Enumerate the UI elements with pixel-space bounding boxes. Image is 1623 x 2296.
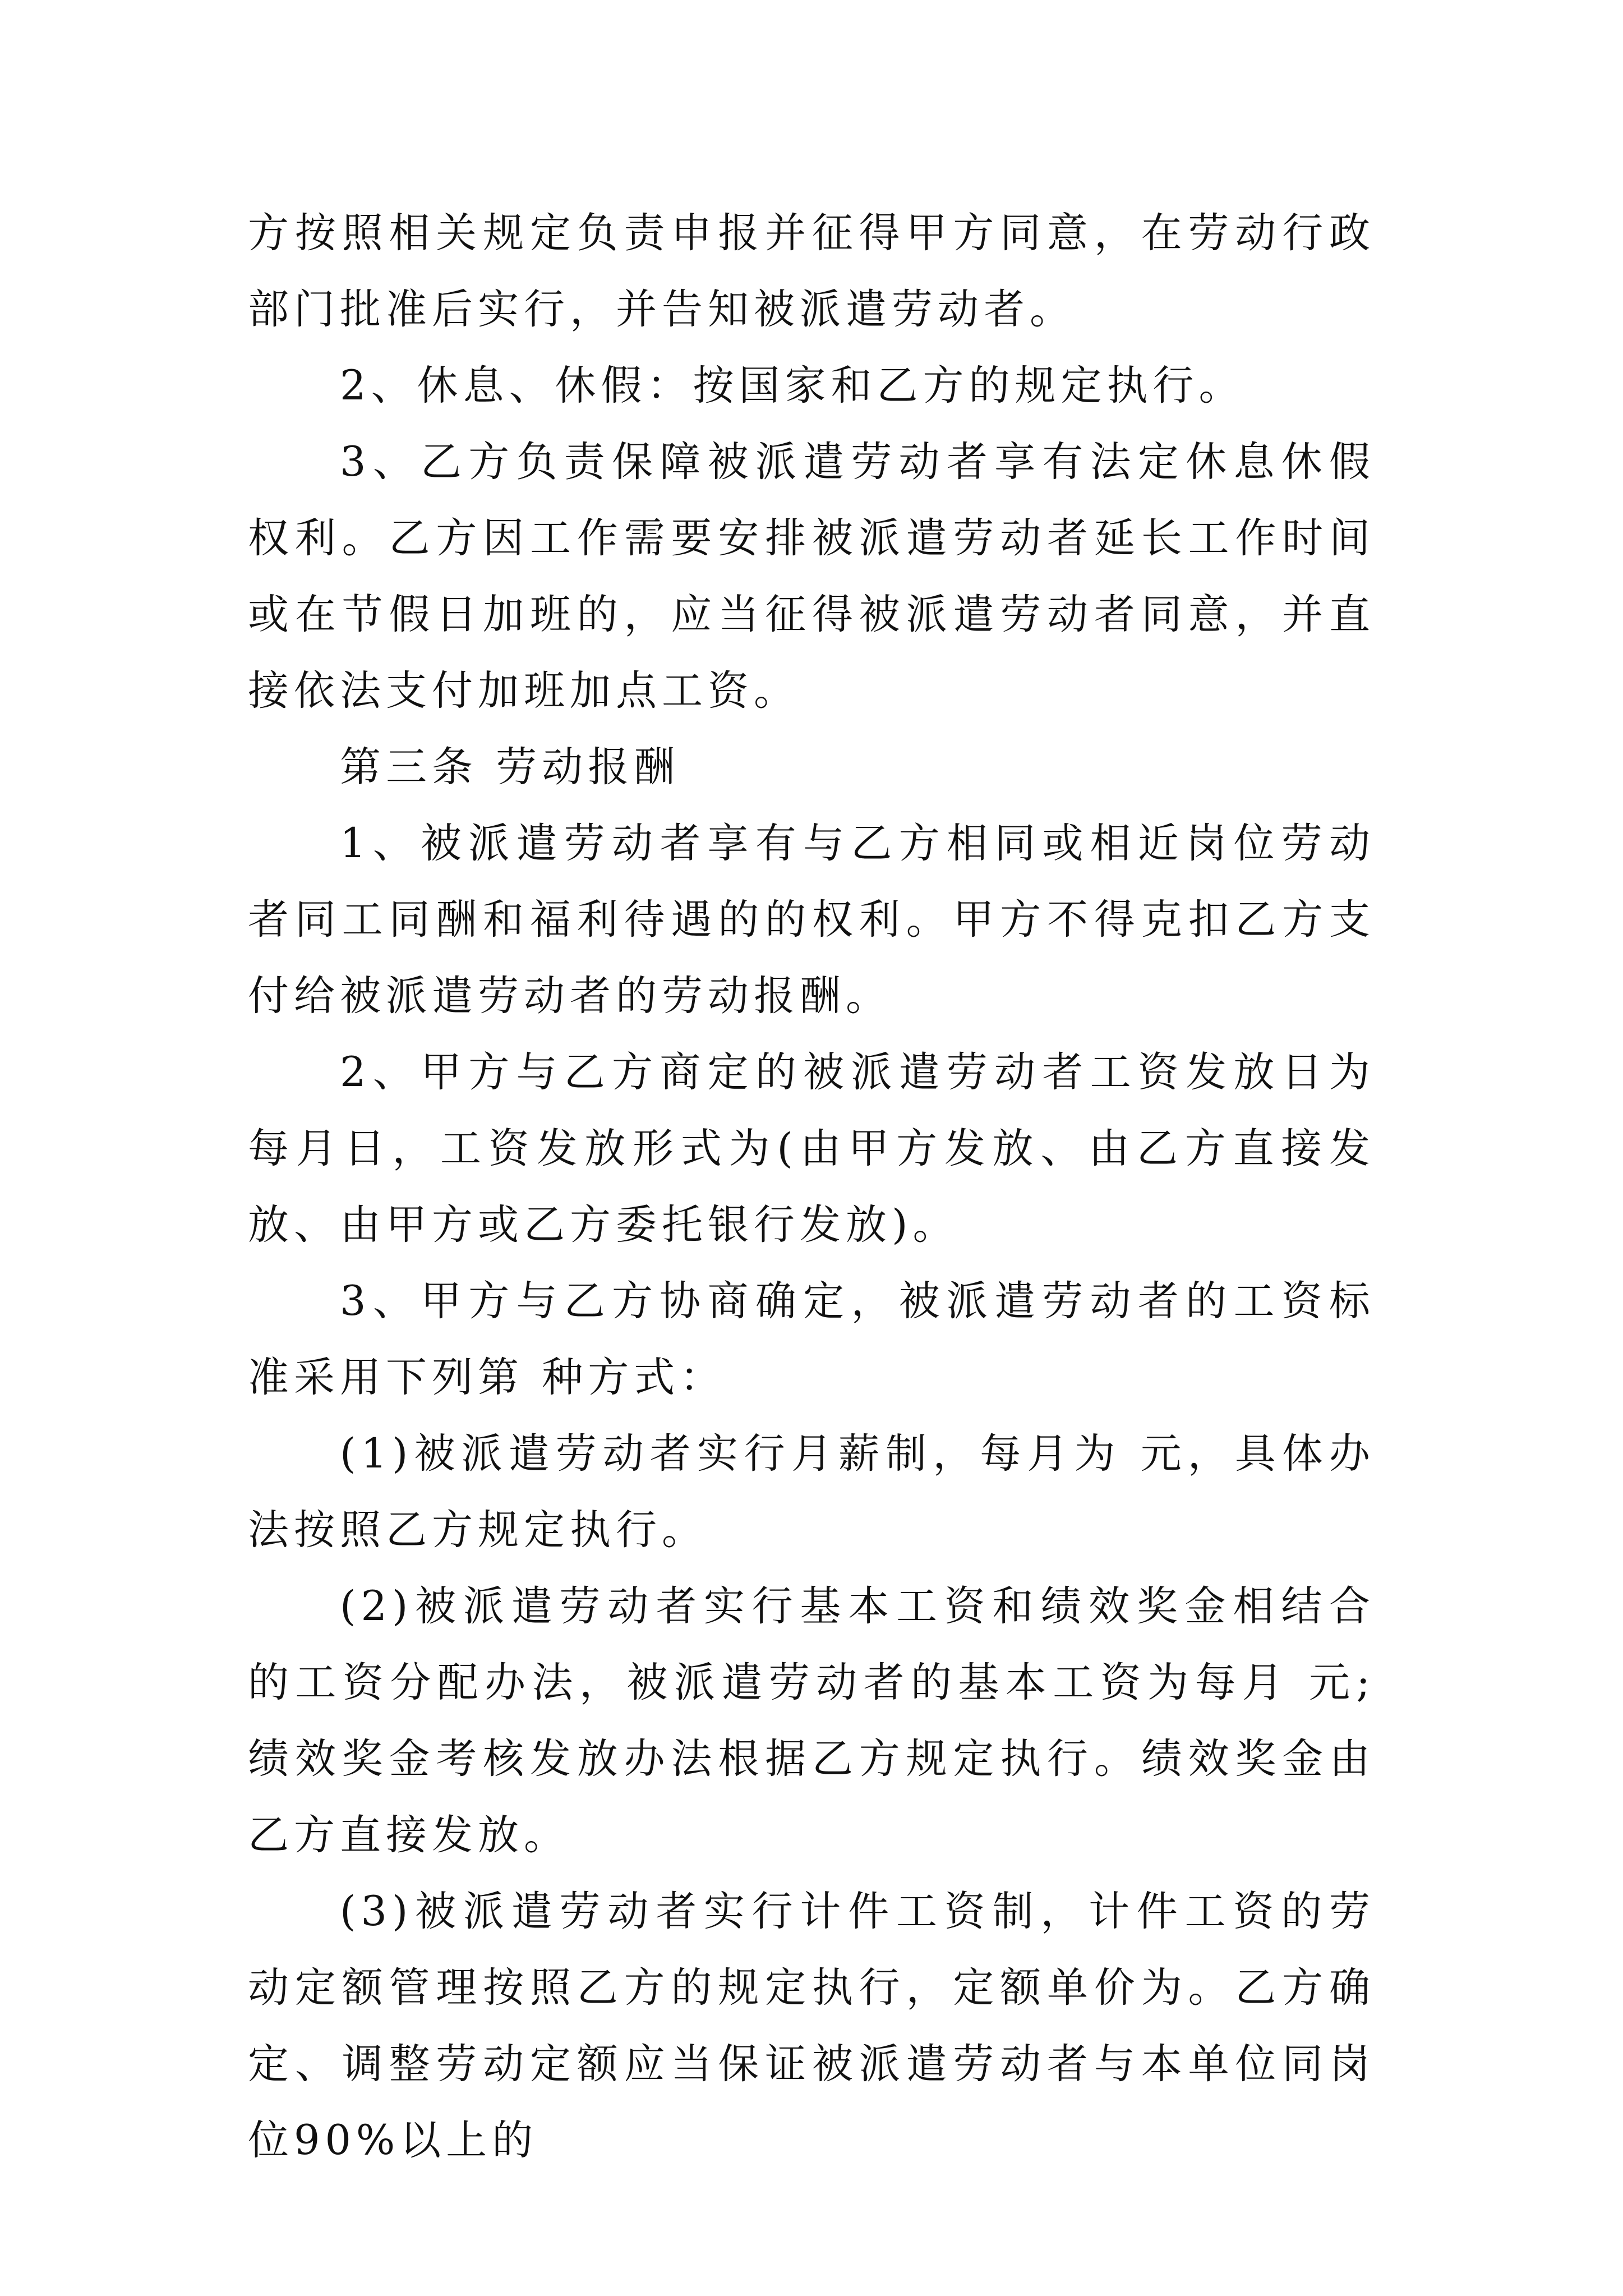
document-body (248, 195, 1375, 2179)
section-heading: 第三条 劳动报酬 (340, 743, 680, 791)
paragraph-3: 3、乙方负责保障被派遣劳动者享有法定休息休假权利。乙方因工作需要安排被派遣劳动者延长工作时间或在节假日加班的，应当征得被派遣劳动者同意，并直接依法支付加班加点工资。 (248, 438, 1375, 715)
paragraph-1: 方按照相关规定负责申报并征得甲方同意，在劳动行政部门批准后实行，并告知被派遣劳动者。 (248, 209, 1375, 333)
paragraph-8: (1)被派遣劳动者实行月薪制，每月为 元，具体办法按照乙方规定执行。 (248, 1430, 1375, 1554)
paragraph-2: 2、休息、休假：按国家和乙方的规定执行。 (340, 362, 1245, 409)
paragraph-5: 1、被派遣劳动者享有与乙方相同或相近岗位劳动者同工同酬和福利待遇的的权利。甲方不得克扣乙方支付给被派遣劳动者的劳动报酬。 (248, 820, 1375, 1020)
paragraph-7: 3、甲方与乙方协商确定，被派遣劳动者的工资标准采用下列第 种方式： (248, 1277, 1375, 1401)
paragraph-6: 2、甲方与乙方商定的被派遣劳动者工资发放日为每月日，工资发放形式为(由甲方发放、由乙方直接发放、由甲方或乙方委托银行发放)。 (248, 1048, 1375, 1249)
paragraph-10: (3)被派遣劳动者实行计件工资制，计件工资的劳动定额管理按照乙方的规定执行，定额单价为。乙方确定、调整劳动定额应当保证被派遣劳动者与本单位同岗位90%以上的 (248, 1888, 1375, 2164)
paragraph-9: (2)被派遣劳动者实行基本工资和绩效奖金相结合的工资分配办法，被派遣劳动者的基本工资为每月 元;绩效奖金考核发放办法根据乙方规定执行。绩效奖金由乙方直接发放。 (248, 1582, 1375, 1859)
